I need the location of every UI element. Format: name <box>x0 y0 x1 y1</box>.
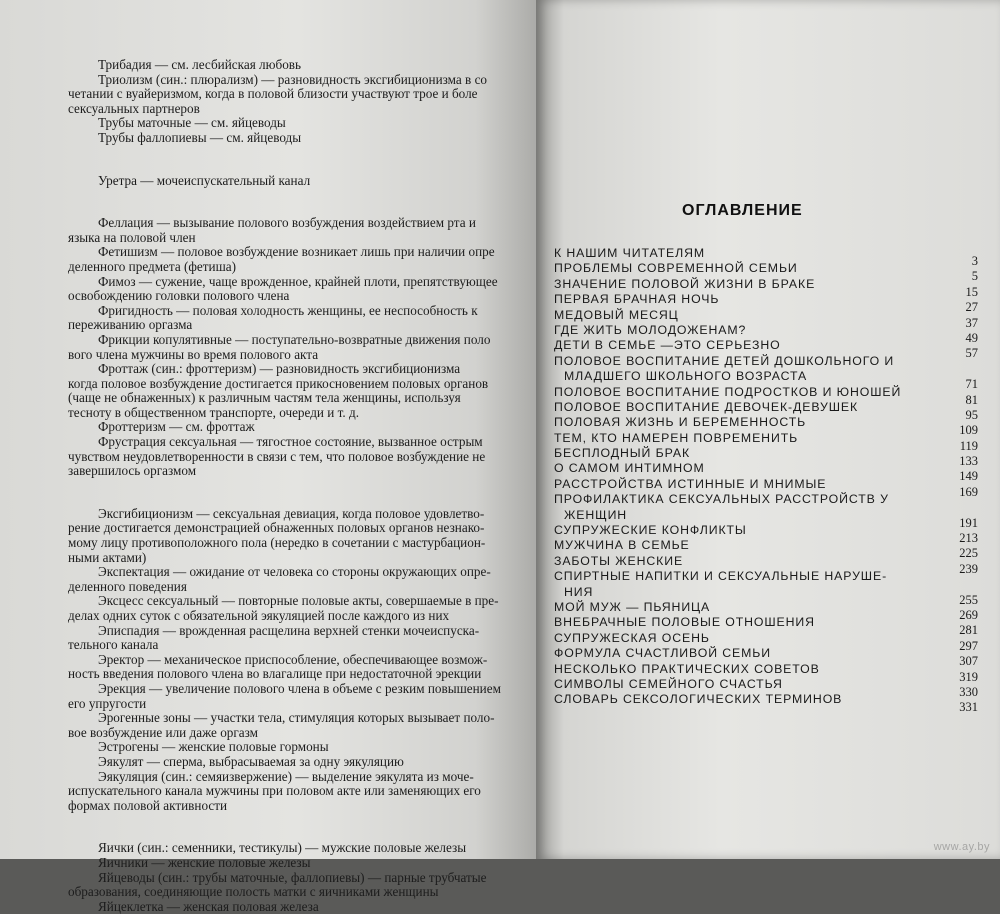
toc-chapter-title: ПРОБЛЕМЫ СОВРЕМЕННОЙ СЕМЬИ <box>554 261 798 276</box>
toc-row <box>554 507 994 530</box>
glossary-entry <box>68 624 538 653</box>
toc-chapter-title: МУЖЧИНА В СЕМЬЕ <box>554 538 690 553</box>
glossary-term-line: Яйцеклетка — женская половая железа <box>98 898 319 914</box>
toc-chapter-title: ЗАБОТЫ ЖЕНСКИЕ <box>554 553 684 568</box>
glossary-term-line: Триолизм (син.: плюрализм) — разновидность эксгибиционизма в со <box>98 71 488 87</box>
toc-page-number: 49 <box>965 330 978 345</box>
glossary-continuation-line: испускательного канала мужчины при половом акте или заменяющих его <box>68 783 481 799</box>
glossary-entry <box>68 304 538 333</box>
toc-chapter-title: СЛОВАРЬ СЕКСОЛОГИЧЕСКИХ ТЕРМИНОВ <box>554 692 843 707</box>
toc-chapter-title: ГДЕ ЖИТЬ МОЛОДОЖЕНАМ? <box>554 322 747 337</box>
glossary-term-line: Фрикции копулятивные — поступательно-возвратные движения поло <box>98 331 491 347</box>
glossary-term-line: Эксцесс сексуальный — повторные половые акты, совершаемые в пре- <box>98 593 499 609</box>
toc-page-number: 133 <box>959 454 978 469</box>
glossary-entry <box>68 653 538 682</box>
glossary-term-line: Фимоз — сужение, чаще врожденное, крайней плоти, препятствующее <box>98 273 498 289</box>
glossary-continuation-line: (чаще не обнаженных) к различным частям тела женщины, используя <box>68 390 461 406</box>
toc-page-number: 95 <box>965 407 978 422</box>
glossary-continuation-line: вое возбуждение или даже оргазм <box>68 724 259 740</box>
glossary-letter-gap <box>68 188 538 216</box>
glossary-continuation-line: мому лицу противоположного пола (нередко в сочетании с мастурбацион- <box>68 535 486 551</box>
glossary-term-line: Фрустрация сексуальная — тягостное состояние, вызванное острым <box>98 434 483 450</box>
toc-page-number: 297 <box>959 638 978 653</box>
glossary-continuation-line: ность введения полового члена во влагалище при недостаточной эрекции <box>68 666 482 682</box>
glossary-term-line: Фригидность — половая холодность женщины, ее неспособность к <box>98 302 478 318</box>
glossary-continuation-line: завершилось оргазмом <box>68 463 197 479</box>
glossary-entry <box>68 216 538 245</box>
glossary-entry <box>68 682 538 711</box>
glossary-continuation-line: образования, соединяющие полость матки с яичниками женщины <box>68 884 439 900</box>
toc-page-number: 191 <box>959 515 978 530</box>
glossary-entry <box>68 73 538 117</box>
glossary-entry <box>68 131 538 146</box>
watermark: www.ay.by <box>933 841 990 853</box>
toc-page-number: 307 <box>959 654 978 669</box>
glossary-term-line: Эректор — механическое приспособление, обеспечивающее возмож- <box>98 651 488 667</box>
toc-chapter-title: ЗНАЧЕНИЕ ПОЛОВОЙ ЖИЗНИ В БРАКЕ <box>554 276 816 291</box>
toc-chapter-title: ПРОФИЛАКТИКА СЕКСУАЛЬНЫХ РАССТРОЙСТВ У <box>554 492 889 507</box>
glossary-continuation-line: вого члена мужчины во время полового акта <box>68 346 319 362</box>
toc-page-number: 149 <box>959 469 978 484</box>
glossary-continuation-line: формах половой активности <box>68 797 228 813</box>
glossary-term-line: Трибадия — см. лесбийская любовь <box>98 57 302 72</box>
toc-chapter-title: СИМВОЛЫ СЕМЕЙНОГО СЧАСТЬЯ <box>554 676 783 691</box>
glossary-continuation-line: переживанию оргазма <box>68 317 193 333</box>
glossary-term-line: Фроттаж (син.: фроттеризм) — разновидность эксгибиционизма <box>98 361 461 377</box>
toc-chapter-title: ДЕТИ В СЕМЬЕ —ЭТО СЕРЬЕЗНО <box>554 338 781 353</box>
glossary-term-line: Трубы маточные — см. яйцеводы <box>98 115 286 131</box>
toc-row <box>554 246 994 268</box>
glossary-entry <box>68 594 538 623</box>
glossary-term-line: Эрекция — увеличение полового члена в объеме с резким повышением <box>98 680 501 696</box>
glossary-term-line: Эстрогены — женские половые гормоны <box>98 739 329 755</box>
glossary-term-line: Фроттеризм — см. фроттаж <box>98 419 255 435</box>
glossary-continuation-line: четании с вуайеризмом, когда в половой близости участвуют трое и боле <box>68 86 478 102</box>
glossary-entry <box>68 420 538 435</box>
glossary-continuation-line: когда половое возбуждение достигается прикосновением половых органов <box>68 375 489 391</box>
toc-page-number: 15 <box>965 284 978 299</box>
right-page-contents <box>536 0 1000 859</box>
glossary-term-line: Эксгибиционизм — сексуальная девиация, когда половое удовлетво- <box>98 505 485 521</box>
toc-page-number: 331 <box>959 700 978 715</box>
toc-page-number: 81 <box>965 392 978 407</box>
toc-chapter-title: СПИРТНЫЕ НАПИТКИ И СЕКСУАЛЬНЫЕ НАРУШЕ- <box>554 569 888 584</box>
toc-page-number: 109 <box>959 423 978 438</box>
glossary-term-line: Феллация — вызывание полового возбуждения воздействием рта и <box>98 215 476 231</box>
toc-page-number: 119 <box>959 438 978 453</box>
glossary-continuation-line: сексуальных партнеров <box>68 100 200 116</box>
toc-page-number: 5 <box>971 269 978 284</box>
toc-chapter-title: ВНЕБРАЧНЫЕ ПОЛОВЫЕ ОТНОШЕНИЯ <box>554 615 815 630</box>
glossary-continuation-line: деленного поведения <box>68 578 187 594</box>
glossary-term-line: Яичники — женские половые железы <box>98 854 311 870</box>
toc-chapter-title: НИЯ <box>564 584 594 599</box>
toc-page-number: 239 <box>959 561 978 576</box>
glossary-list <box>68 58 538 914</box>
toc-chapter-title: К НАШИМ ЧИТАТЕЛЯМ <box>554 246 706 260</box>
glossary-letter-gap <box>68 146 538 174</box>
glossary-entry <box>68 174 538 189</box>
toc-chapter-title: МОЙ МУЖ — ПЬЯНИЦА <box>554 599 711 614</box>
toc-chapter-title: ПОЛОВОЕ ВОСПИТАНИЕ ПОДРОСТКОВ И ЮНОШЕЙ <box>554 384 902 399</box>
toc-chapter-title: ФОРМУЛА СЧАСТЛИВОЙ СЕМЬИ <box>554 646 771 661</box>
toc-chapter-title: ЖЕНЩИН <box>564 507 628 522</box>
glossary-continuation-line: делах одних суток с обязательной эякуляцией после каждого из них <box>68 608 450 623</box>
glossary-continuation-line: деленного предмета (фетиша) <box>68 258 236 274</box>
toc-chapter-title: ТЕМ, КТО НАМЕРЕН ПОВРЕМЕНИТЬ <box>554 430 799 445</box>
toc-chapter-title: МЛАДШЕГО ШКОЛЬНОГО ВОЗРАСТА <box>564 369 808 384</box>
glossary-entry <box>68 245 538 274</box>
glossary-entry <box>68 362 538 420</box>
toc-chapter-title: НЕСКОЛЬКО ПРАКТИЧЕСКИХ СОВЕТОВ <box>554 661 820 676</box>
toc-chapter-title: РАССТРОЙСТВА ИСТИННЫЕ И МНИМЫЕ <box>554 476 827 491</box>
toc-page-number: 57 <box>965 346 978 361</box>
toc-page-number: 255 <box>959 592 978 607</box>
toc-chapter-title: ПОЛОВАЯ ЖИЗНЬ И БЕРЕМЕННОСТЬ <box>554 415 807 430</box>
glossary-entry <box>68 900 538 914</box>
glossary-continuation-line: тесноту в общественном транспорте, очереди и т. д. <box>68 404 359 420</box>
toc-chapter-title: ПОЛОВОЕ ВОСПИТАНИЕ ДЕВОЧЕК-ДЕВУШЕК <box>554 399 859 414</box>
toc-page-number: 225 <box>959 546 978 561</box>
glossary-continuation-line: тельного канала <box>68 637 159 653</box>
glossary-continuation-line: чувством неудовлетворенности в связи с тем, что половое возбуждение не <box>68 448 486 464</box>
glossary-entry <box>68 507 538 565</box>
toc-page-number: 37 <box>965 315 978 330</box>
glossary-term-line: Эрогенные зоны — участки тела, стимуляция которых вызывает поло- <box>98 710 495 726</box>
toc-chapter-title: БЕСПЛОДНЫЙ БРАК <box>554 446 691 461</box>
toc-page-number: 330 <box>959 684 978 699</box>
glossary-term-line: Эякулят — сперма, выбрасываемая за одну эякуляцию <box>98 753 404 769</box>
toc-list <box>554 246 994 715</box>
glossary-entry <box>68 565 538 594</box>
glossary-term-line: Яички (син.: семенники, тестикулы) — мужские половые железы <box>98 840 467 856</box>
glossary-continuation-line: ными актами) <box>68 549 147 565</box>
toc-row <box>554 692 994 715</box>
toc-row <box>554 492 994 507</box>
glossary-term-line: Яйцеводы (син.: трубы маточные, фаллопиевы) — парные трубчатые <box>98 869 487 885</box>
glossary-continuation-line: освобождению головки полового члена <box>68 288 290 304</box>
glossary-continuation-line: его упругости <box>68 695 147 711</box>
glossary-entry <box>68 841 538 856</box>
glossary-entry <box>68 435 538 479</box>
toc-page-number: 281 <box>959 623 978 638</box>
glossary-entry <box>68 116 538 131</box>
toc-row <box>554 276 994 299</box>
glossary-entry <box>68 770 538 814</box>
glossary-entry <box>68 58 538 73</box>
glossary-term-line: Фетишизм — половое возбуждение возникает лишь при наличии опре <box>98 244 495 260</box>
glossary-term-line: Эякуляция (син.: семяизвержение) — выделение эякулята из моче- <box>98 768 474 784</box>
toc-page-number: 213 <box>959 531 978 546</box>
glossary-entry <box>68 333 538 362</box>
toc-chapter-title: ПОЛОВОЕ ВОСПИТАНИЕ ДЕТЕЙ ДОШКОЛЬНОГО И <box>554 353 895 368</box>
toc-row <box>554 569 994 584</box>
glossary-term-line: Трубы фаллопиевы — см. яйцеводы <box>98 129 302 145</box>
toc-chapter-title: ПЕРВАЯ БРАЧНАЯ НОЧЬ <box>554 292 720 307</box>
toc-chapter-title: СУПРУЖЕСКИЕ КОНФЛИКТЫ <box>554 523 747 538</box>
glossary-entry <box>68 711 538 740</box>
glossary-term-line: Уретра — мочеиспускательный канал <box>98 172 311 188</box>
glossary-term-line: Эписпадия — врожденная расщелина верхней стенки мочеиспуска- <box>98 622 480 638</box>
glossary-continuation-line: рение достигается демонстрацией обнаженных половых органов незнако- <box>68 520 485 536</box>
toc-page-number: 319 <box>959 669 978 684</box>
toc-title: ОГЛАВЛЕНИЕ <box>682 202 803 219</box>
glossary-entry <box>68 275 538 304</box>
toc-page-number: 3 <box>971 254 978 268</box>
toc-row <box>554 354 994 369</box>
toc-page-number: 269 <box>959 607 978 622</box>
toc-page-number: 27 <box>965 300 978 315</box>
glossary-entry <box>68 755 538 770</box>
toc-chapter-title: О САМОМ ИНТИМНОМ <box>554 461 705 476</box>
toc-page-number: 71 <box>965 377 978 392</box>
glossary-continuation-line: языка на половой член <box>68 229 196 245</box>
toc-chapter-title: МЕДОВЫЙ МЕСЯЦ <box>554 307 679 322</box>
glossary-letter-gap <box>68 813 538 841</box>
glossary-term-line: Экспектация — ожидание от человека со стороны окружающих опре- <box>98 564 491 580</box>
glossary-entry <box>68 740 538 755</box>
glossary-entry <box>68 871 538 900</box>
toc-page-number: 169 <box>959 484 978 499</box>
glossary-entry <box>68 856 538 871</box>
toc-chapter-title: СУПРУЖЕСКАЯ ОСЕНЬ <box>554 630 710 645</box>
glossary-letter-gap <box>68 479 538 507</box>
